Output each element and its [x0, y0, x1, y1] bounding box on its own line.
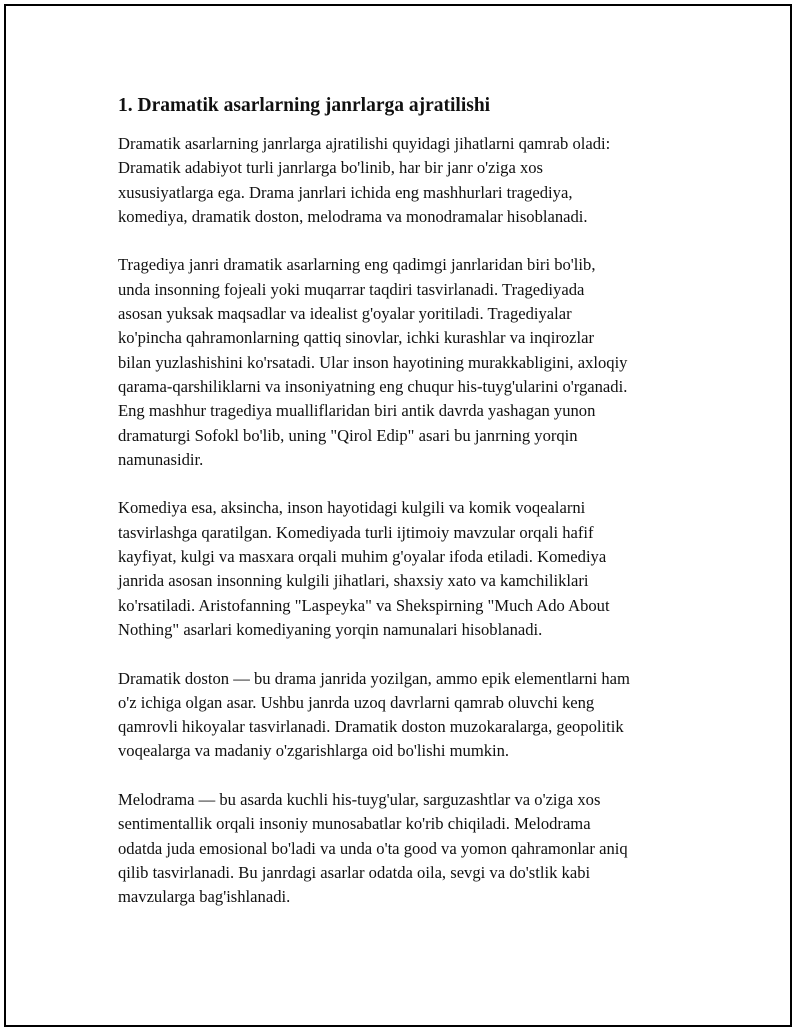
- paragraph-line: unda insonning fojeali yoki muqarrar taqdiri tasvirlanadi. Tragediyada: [118, 279, 585, 299]
- paragraph-line: komediya, dramatik doston, melodrama va monodramalar hisoblanadi.: [118, 206, 588, 226]
- paragraph-line: sentimentallik orqali insoniy munosabatlar ko'rib chiqiladi. Melodrama: [118, 814, 591, 834]
- paragraph-line: janrida asosan insonning kulgili jihatlari, shaxsiy xato va kamchiliklari: [118, 571, 589, 591]
- paragraph-dramatic-epic: [118, 667, 698, 764]
- paragraph-comedy: [118, 496, 698, 642]
- paragraph-line: qarama-qarshiliklarni va insoniyatning eng chuqur his-tuyg'ularini o'rganadi.: [118, 376, 628, 396]
- paragraph-line: bilan yuzlashishini ko'rsatadi. Ular inson hayotining murakkabligini, axloqiy: [118, 352, 628, 372]
- paragraph-melodrama: [118, 788, 698, 909]
- paragraph-line: voqealarga va madaniy o'zgarishlarga oid bo'lishi mumkin.: [118, 741, 510, 761]
- paragraph-line: Melodrama — bu asarda kuchli his-tuyg'ular, sarguzashtlar va o'ziga xos: [118, 790, 601, 810]
- document-title: 1. Dramatik asarlarning janrlarga ajratilishi: [118, 95, 491, 116]
- paragraph-line: Tragediya janri dramatik asarlarning eng qadimgi janrlaridan biri bo'lib,: [118, 255, 596, 275]
- paragraph-line: Dramatik doston — bu drama janrida yozilgan, ammo epik elementlarni ham: [118, 668, 630, 688]
- paragraph-line: dramaturgi Sofokl bo'lib, uning "Qirol Edip" asari bu janrning yorqin: [118, 425, 578, 445]
- paragraph-line: mavzularga bag'ishlanadi.: [118, 887, 291, 907]
- paragraph-intro: [118, 132, 698, 229]
- paragraph-tragedy: [118, 253, 698, 472]
- paragraph-line: odatda juda emosional bo'ladi va unda o'ta good va yomon qahramonlar aniq: [118, 838, 628, 858]
- paragraph-line: o'z ichiga olgan asar. Ushbu janrda uzoq davrlarni qamrab oluvchi keng: [118, 692, 595, 712]
- paragraph-line: Dramatik asarlarning janrlarga ajratilishi quyidagi jihatlarni qamrab oladi:: [118, 134, 611, 153]
- paragraph-line: ko'rsatiladi. Aristofanning "Laspeyka" va Shekspirning "Much Ado About: [118, 595, 610, 615]
- paragraph-line: tasvirlashga qaratilgan. Komediyada turli ijtimoiy mavzular orqali hafif: [118, 522, 594, 542]
- paragraph-line: qilib tasvirlanadi. Bu janrdagi asarlar odatda oila, sevgi va do'stlik kabi: [118, 862, 591, 882]
- paragraph-line: qamrovli hikoyalar tasvirlanadi. Dramatik doston muzokaralarga, geopolitik: [118, 717, 624, 737]
- paragraph-line: kayfiyat, kulgi va masxara orqali muhim g'oyalar ifoda etiladi. Komediya: [118, 547, 607, 567]
- paragraph-line: Eng mashhur tragediya mualliflaridan biri antik davrda yashagan yunon: [118, 401, 596, 421]
- paragraph-line: Komediya esa, aksincha, inson hayotidagi kulgili va komik voqealarni: [118, 498, 586, 518]
- paragraph-line: asosan yuksak maqsadlar va idealist g'oyalar yoritiladi. Tragediyalar: [118, 304, 572, 324]
- paragraph-line: Dramatik adabiyot turli janrlarga bo'linib, har bir janr o'ziga xos: [118, 158, 544, 178]
- paragraph-line: ko'pincha qahramonlarning qattiq sinovlar, ichki kurashlar va inqirozlar: [118, 328, 595, 348]
- document-body: [118, 94, 698, 934]
- paragraph-line: Nothing" asarlari komediyaning yorqin namunalari hisoblanadi.: [118, 619, 543, 639]
- paragraph-line: namunasidir.: [118, 449, 204, 469]
- paragraph-line: xususiyatlarga ega. Drama janrlari ichida eng mashhurlari tragediya,: [118, 182, 573, 202]
